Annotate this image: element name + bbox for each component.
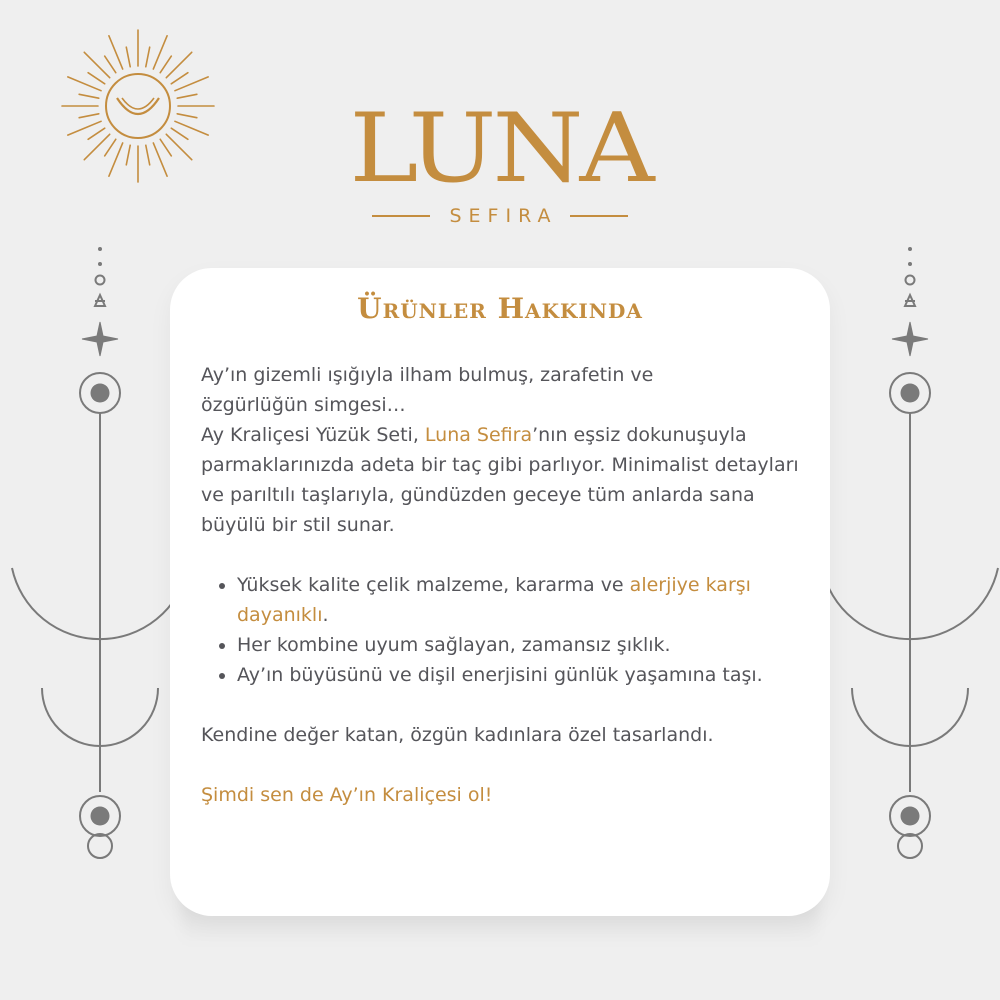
card-body [201, 360, 821, 810]
call-to-action: Şimdi sen de Ay’ın Kraliçesi ol! [201, 784, 493, 806]
sun-ray [84, 134, 109, 159]
closing-text: Kendine değer katan, özgün kadınlara özel tasarlandı. [201, 724, 714, 746]
sun-ray [109, 143, 123, 176]
sun-ray [146, 47, 150, 67]
logo-wordmark: LUNA [349, 91, 651, 205]
sun-ray [177, 94, 197, 98]
intro-line-1: Ay’ın gizemli ışığıyla ilham bulmuş, zarafetin ve [201, 364, 654, 386]
feature-highlight: alerjiye karşı dayanıklı [237, 574, 751, 626]
sun-ray [68, 121, 101, 135]
sun-ray [126, 47, 130, 67]
sun-ray [68, 77, 101, 91]
sun-ray [166, 134, 191, 159]
feature-item: • Her kombine uyum sağlayan, zamansız şıklık. [237, 630, 821, 660]
sun-ray [153, 143, 167, 176]
sun-ray [109, 36, 123, 69]
sun-ray [84, 52, 109, 77]
intro-p2-before: Ay Kraliçesi Yüzük Seti, [201, 424, 425, 446]
sun-ray [88, 128, 105, 139]
sun-ray [177, 114, 197, 118]
feature-item: • Ay’ın büyüsünü ve dişil enerjisini günlük yaşamına taşı. [237, 660, 821, 690]
sun-ray [171, 73, 188, 84]
sun-ray [160, 56, 171, 73]
celestial-ornament-right [810, 240, 1000, 870]
sun-ray [79, 114, 99, 118]
sun-ray [166, 52, 191, 77]
intro-p2-after: ’nın eşsiz dokunuşuyla parmaklarınızda adeta bir taç gibi parlıyor. Minimalist detayları ve parıltılı taşlarıyla, gündüzden geceye tüm anlarda sana büyülü bir stil sunar. [201, 424, 799, 536]
sun-ray [153, 36, 167, 69]
card-title: Ürünler Hakkında [357, 292, 643, 325]
sun-ray [88, 73, 105, 84]
feature-text: Yüksek kalite çelik malzeme, kararma ve [237, 574, 630, 596]
logo-subtitle: SEFIRA [449, 205, 558, 227]
logo-rule-left [372, 215, 430, 217]
sun-ray [171, 128, 188, 139]
sun-ray [175, 77, 208, 91]
feature-text-end: . [322, 604, 329, 626]
brand-name-highlight: Luna Sefira [424, 424, 533, 446]
sun-ray [126, 145, 130, 165]
sun-ray [146, 145, 150, 165]
sun-moon-icon [60, 28, 216, 184]
logo-rule-right [570, 215, 628, 217]
feature-item [237, 570, 821, 630]
feature-list [201, 570, 821, 690]
intro-paragraph [201, 360, 821, 540]
sun-ray [175, 121, 208, 135]
intro-line-2: özgürlüğün simgesi… [201, 394, 406, 416]
sun-ray [160, 139, 171, 156]
sun-ray [105, 139, 116, 156]
logo-subtitle-row [372, 200, 628, 232]
sun-ray [79, 94, 99, 98]
sun-ray [105, 56, 116, 73]
product-info-card [170, 268, 830, 916]
